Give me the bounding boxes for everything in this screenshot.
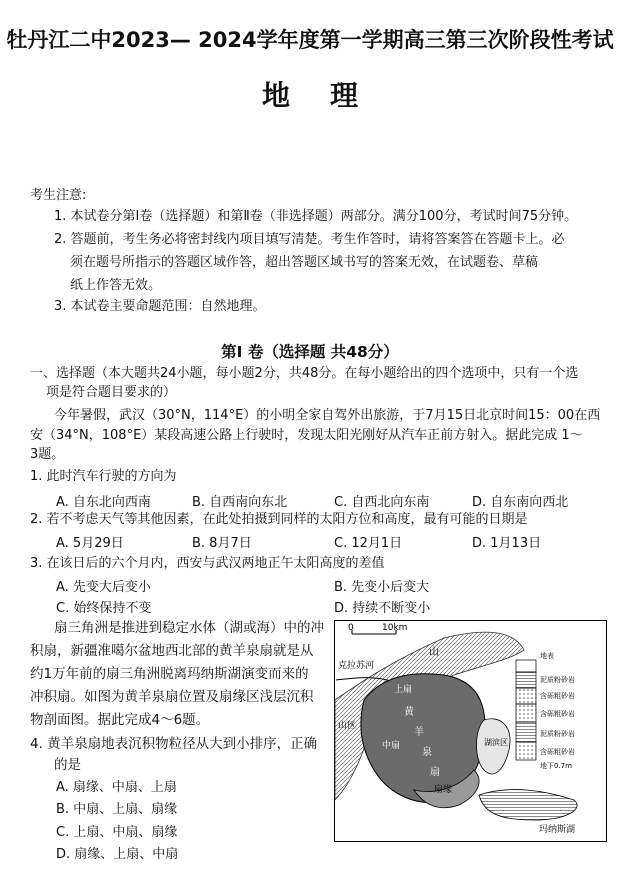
passage2-line-5: 物剖面图。据此完成4～6题。 (30, 712, 210, 728)
legend-surface: 地表 (540, 652, 554, 660)
fan-location-map (334, 620, 607, 842)
q4-option-d: D. 扇缘、上扇、中扇 (56, 847, 179, 862)
q1-option-c: C. 自西北向东南 (334, 495, 430, 510)
passage2-line-1: 扇三角洲是推进到稳定水体（湖或海）中的冲 (54, 620, 324, 636)
section-heading: 第Ⅰ 卷（选择题 共48分） (221, 343, 399, 361)
passage1-line-3: 3题。 (30, 447, 65, 462)
instruction-line-2: 项是符合题目要求的） (46, 385, 177, 400)
subject-title: 地理 (261, 79, 398, 112)
label-yang: 羊 (414, 727, 424, 738)
q3-option-c: C. 始终保持不变 (56, 601, 152, 616)
q4-stem: 4. 黄羊泉扇地表沉积物粒径从大到小排序，正确 (30, 736, 318, 752)
q2-option-b: B. 8月7日 (192, 536, 252, 551)
q1-option-d: D. 自东南向西北 (472, 495, 569, 510)
label-lakeshore: 湖滨区 (484, 738, 508, 747)
legend-depth: 地下0.7m (540, 762, 572, 770)
passage1-line-1: 今年暑假，武汉（30°N，114°E）的小明全家自驾外出旅游，于7月15日北京时间15：00在西 (54, 408, 601, 423)
q3-option-a: A. 先变大后变小 (56, 580, 151, 595)
legend-gravel-3: 含砾粗砂岩 (540, 748, 575, 756)
exam-title: 牡丹江二中2023— 2024学年度第一学期高三第三次阶段性考试 (6, 28, 614, 52)
legend-silty-1: 泥质粉砂岩 (540, 676, 575, 684)
q2-option-c: C. 12月1日 (334, 536, 403, 551)
scale-label-10km: 10km (382, 623, 408, 633)
passage2-line-3: 约1万年前的扇三角洲脱离玛纳斯湖演变而来的 (30, 666, 309, 682)
label-middle-fan: 中扇 (382, 741, 401, 751)
q4-option-c: C. 上扇、中扇、扇缘 (56, 825, 178, 840)
notice-item-2-cont: 须在题号所指示的答题区域作答，超出答题区域书写的答案无效，在试题卷、草稿 (70, 255, 539, 270)
passage2-line-4: 冲积扇。如图为黄羊泉扇位置及扇缘区浅层沉积 (30, 689, 314, 705)
q2-option-a: A. 5月29日 (56, 536, 124, 551)
label-quan: 泉 (422, 747, 432, 758)
q1-option-b: B. 自西南向东北 (192, 495, 288, 510)
notice-item-2: 2. 答题前，考生务必将密封线内项目填写清楚。考生作答时，请将答案答在答题卡上。必 (54, 232, 565, 247)
legend-silty-2: 泥质粉砂岩 (540, 730, 575, 738)
instruction-line-1: 一、选择题（本大题共24小题，每小题2分，共48分。在每小题给出的四个选项中，只有一个选 (30, 366, 579, 381)
notice-item-2-cont2: 纸上作答无效。 (70, 278, 162, 293)
label-shanqu: 山区 (338, 721, 357, 731)
passage1-line-2: 安（34°N，108°E）某段高速公路上行驶时，发现太阳光刚好从汽车正前方射入。据此完成 1～ (30, 428, 583, 443)
q4-option-a: A. 扇缘、中扇、上扇 (56, 780, 177, 795)
label-shan: 山 (429, 647, 439, 658)
q3-option-b: B. 先变小后变大 (334, 580, 430, 595)
notice-item-3: 3. 本试卷主要命题范围：自然地理。 (54, 299, 266, 314)
label-manasi-lake: 玛纳斯湖 (539, 825, 576, 835)
passage2-line-2: 积扇，新疆准噶尔盆地西北部的黄羊泉扇就是从 (30, 643, 314, 659)
q4-option-b: B. 中扇、上扇、扇缘 (56, 802, 178, 817)
label-kelasu: 克拉苏河 (338, 661, 375, 671)
scale-label-0: 0 (348, 623, 354, 633)
label-shan-fan: 扇 (430, 767, 440, 778)
q3-stem: 3. 在该日后的六个月内，西安与武汉两地正午太阳高度的差值 (30, 556, 385, 571)
legend-gravel-2: 含砾粗砂岩 (540, 710, 575, 718)
notice-heading: 考生注意: (30, 188, 87, 203)
notice-item-1: 1. 本试卷分第I卷（选择题）和第Ⅱ卷（非选择题）两部分。满分100分，考试时间75分钟。 (54, 209, 578, 224)
q2-option-d: D. 1月13日 (472, 536, 542, 551)
q4-stem-cont: 的是 (54, 757, 81, 773)
label-huang: 黄 (404, 707, 414, 718)
q2-stem: 2. 若不考虑天气等其他因素，在此处拍摄到同样的太阳方位和高度，最有可能的日期是 (30, 512, 528, 527)
q1-stem: 1. 此时汽车行驶的方向为 (30, 469, 177, 484)
q3-option-d: D. 持续不断变小 (334, 601, 431, 616)
q1-option-a: A. 自东北向西南 (56, 495, 151, 510)
label-upper-fan: 上扇 (394, 685, 413, 695)
legend-gravel-1: 含砾粗砂岩 (540, 692, 575, 700)
label-fan-edge: 扇缘 (434, 785, 453, 795)
